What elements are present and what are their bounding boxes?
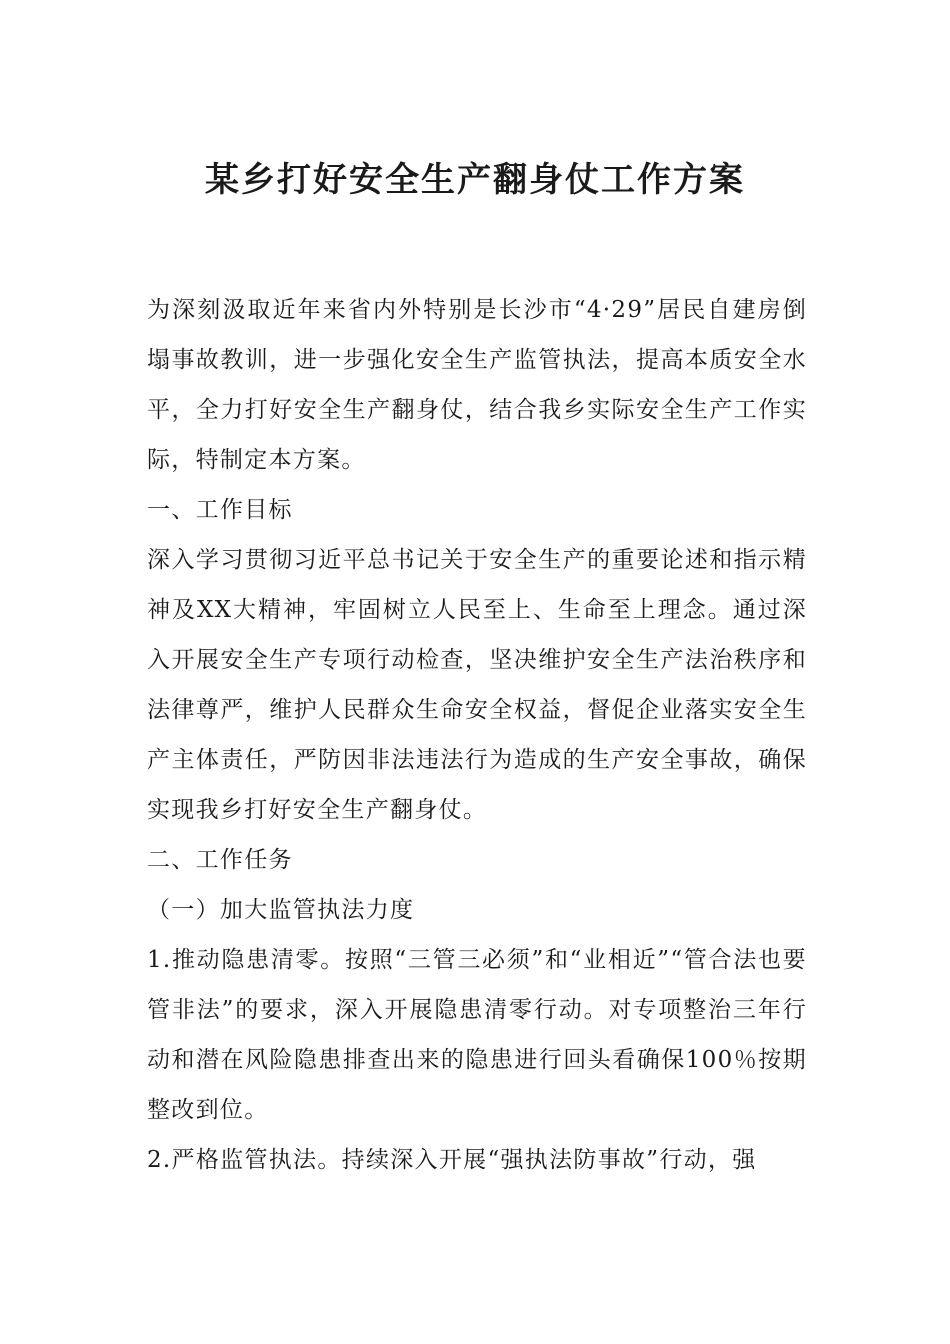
- document-title: 某乡打好安全生产翻身仗工作方案: [205, 160, 745, 200]
- section-heading-tasks: 二、工作任务: [147, 847, 293, 873]
- intro-paragraph: 为深刻汲取近年来省内外特别是长沙市“4·29”居民自建房倒塌事故教训，进一步强化安全生产监管执法，提高本质安全水平，全力打好安全生产翻身仗，结合我乡实际安全生产工作实际，特制定本方案。: [147, 297, 807, 473]
- section-heading-goals: 一、工作目标: [147, 497, 293, 523]
- subsection-heading-enforcement: （一）加大监管执法力度: [147, 897, 415, 923]
- document-body: [147, 285, 807, 1185]
- task-item-2: 2.严格监管执法。持续深入开展“强执法防事故”行动，强: [147, 1147, 757, 1173]
- goals-paragraph: 深入学习贯彻习近平总书记关于安全生产的重要论述和指示精神及XX大精神，牢固树立人民至上、生命至上理念。通过深入开展安全生产专项行动检查，坚决维护安全生产法治秩序和法律尊严，维护人民群众生命安全权益，督促企业落实安全生产主体责任，严防因非法违法行为造成的生产安全事故，确保实现我乡打好安全生产翻身仗。: [147, 547, 807, 823]
- task-item-1: 1.推动隐患清零。按照“三管三必须”和“业相近”“管合法也要管非法”的要求，深入开展隐患清零行动。对专项整治三年行动和潜在风险隐患排查出来的隐患进行回头看确保100％按期整改到位。: [147, 947, 807, 1123]
